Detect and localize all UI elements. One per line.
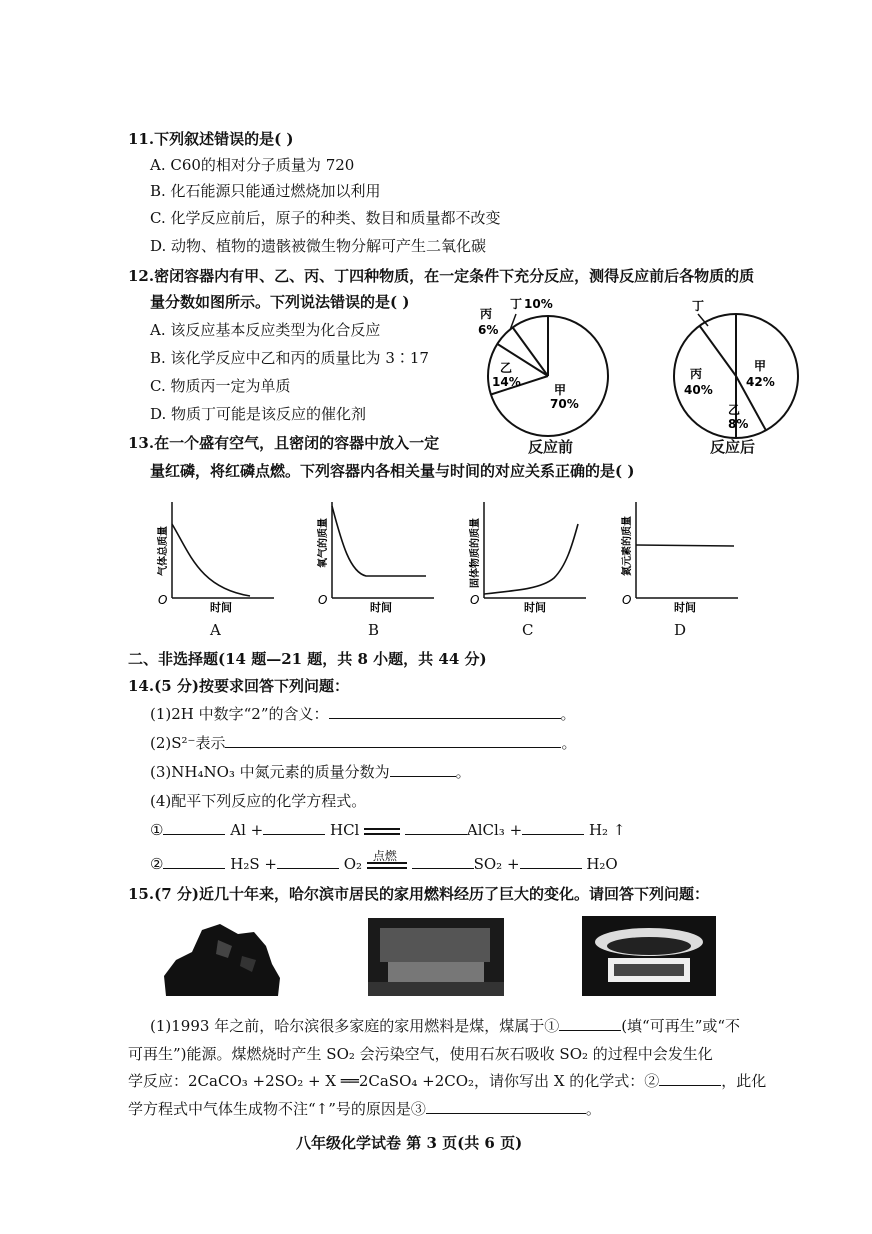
- graph-d-letter: D: [674, 621, 687, 639]
- graph-c-curve: [484, 524, 578, 594]
- q11-option-d: D. 动物、植物的遗骸被微生物分解可产生二氧化碳: [150, 237, 487, 255]
- eq1-hcl: HCl: [329, 821, 360, 839]
- graph-c-letter: C: [522, 621, 534, 639]
- q14-part3-answer-blank[interactable]: [390, 762, 456, 777]
- graph-a-letter: A: [210, 621, 221, 639]
- eq1-blank-2[interactable]: [263, 820, 325, 835]
- q12-option-b: B. 该化学反应中乙和丙的质量比为 3∶17: [150, 349, 429, 367]
- q14-equation-2: [150, 848, 618, 874]
- pie-after-divider-4: [700, 326, 736, 376]
- q15-line1-end: (填“可再生”或“不: [621, 1017, 741, 1035]
- q15-answer-blank-1[interactable]: [559, 1016, 621, 1031]
- eq2-arrow-condition: [367, 848, 407, 869]
- graph-a-curve: [172, 524, 250, 596]
- eq1-blank-3[interactable]: [405, 820, 467, 835]
- pie-chart-after: [660, 290, 820, 460]
- pie-before-divider-4: [513, 328, 548, 377]
- pie-after-jia-name: 甲: [754, 359, 767, 373]
- section-2-heading: 二、非选择题(14 题—21 题，共 8 小题，共 44 分): [128, 650, 487, 668]
- pie-before-caption: 反应前: [528, 438, 574, 456]
- q14-equation-1: [150, 820, 625, 840]
- pie-before-jia-pct: 70%: [550, 397, 579, 411]
- graph-a: [150, 492, 280, 617]
- graph-a-origin: O: [158, 593, 168, 607]
- pie-before-yi-name: 乙: [500, 361, 513, 375]
- eq2-blank-4[interactable]: [520, 854, 582, 869]
- graph-d-xlabel: 时间: [674, 601, 696, 614]
- pie-after-ding-name: 丁: [692, 299, 705, 313]
- graph-d: [614, 492, 744, 617]
- q14-part1-end: 。: [560, 705, 576, 723]
- graph-d-origin: O: [622, 593, 632, 607]
- q15-stem: 15.(7 分)近几十年来，哈尔滨市居民的家用燃料经历了巨大的变化。请回答下列问题：: [128, 885, 709, 903]
- q15-line4: [128, 1099, 601, 1119]
- coal-photo: [158, 916, 282, 998]
- graph-c: [462, 492, 592, 617]
- graph-b-ylabel: 氧气的质量: [318, 518, 329, 568]
- q11-option-a: A. C60的相对分子质量为 720: [150, 156, 355, 174]
- pie-before-bing-pct: 6%: [478, 323, 499, 337]
- graph-c-xlabel: 时间: [524, 601, 546, 614]
- eq2-blank-1[interactable]: [163, 854, 225, 869]
- q13-stem-line1: 13.在一个盛有空气，且密闭的容器中放入一定: [128, 434, 440, 452]
- q14-part2: [150, 733, 576, 753]
- eq1-alcl3: AlCl₃ +: [466, 821, 523, 839]
- graph-a-ylabel: 气体总质量: [158, 526, 169, 576]
- eq2-o2: O₂: [343, 855, 363, 873]
- gas-tank-photo: [368, 918, 504, 996]
- q14-part3: [150, 762, 471, 782]
- eq2-blank-2[interactable]: [277, 854, 339, 869]
- gas-stove-flame-photo: [582, 916, 716, 996]
- q15-line3-end: ，此化: [721, 1072, 767, 1090]
- q14-part3-end: 。: [455, 763, 471, 781]
- graph-d-curve: [636, 545, 734, 546]
- graph-d-ylabel: 氮元素的质量: [622, 516, 633, 576]
- eq2-h2s: H₂S +: [230, 855, 277, 873]
- eq1-blank-4[interactable]: [522, 820, 584, 835]
- graph-b-curve: [332, 506, 426, 576]
- eq1-al: Al +: [230, 821, 264, 839]
- pie-before-ding-name: 丁: [510, 297, 523, 311]
- pie-after-jia-pct: 42%: [746, 375, 775, 389]
- graph-c-ylabel: 固体物质的质量: [470, 518, 481, 588]
- q11-option-b: B. 化石能源只能通过燃烧加以利用: [150, 182, 381, 200]
- pie-before-ding-pct: 10%: [524, 297, 553, 311]
- eq1-number: ①: [150, 821, 164, 839]
- q11-option-c: C. 化学反应前后，原子的种类、数目和质量都不改变: [150, 209, 501, 227]
- q11-stem: 11.下列叙述错误的是( ): [128, 130, 294, 148]
- q12-option-d: D. 物质丁可能是该反应的催化剂: [150, 405, 367, 423]
- eq2-h2o: H₂O: [586, 855, 618, 873]
- eq2-so2: SO₂ +: [473, 855, 520, 873]
- graph-b-origin: O: [318, 593, 328, 607]
- pie-after-bing-pct: 40%: [684, 383, 713, 397]
- eq2-number: ②: [150, 855, 164, 873]
- q12-option-a: A. 该反应基本反应类型为化合反应: [150, 321, 381, 339]
- page-footer: 八年级化学试卷 第 3 页(共 6 页): [296, 1134, 523, 1152]
- pie-after-yi-name: 乙: [728, 403, 741, 417]
- graph-b-letter: B: [368, 621, 380, 639]
- q15-line4-end: 。: [585, 1100, 601, 1118]
- pie-before-jia-name: 甲: [554, 383, 567, 397]
- q14-part2-answer-blank[interactable]: [225, 733, 561, 748]
- q12-stem-line1: 12.密闭容器内有甲、乙、丙、丁四种物质，在一定条件下充分反应，测得反应前后各物质的质: [128, 267, 755, 285]
- graph-b-xlabel: 时间: [370, 601, 392, 614]
- q15-line3: [128, 1071, 766, 1091]
- eq1-blank-1[interactable]: [163, 820, 225, 835]
- pie-after-yi-pct: 8%: [728, 417, 749, 431]
- q14-part2-text: (2)S²⁻表示: [150, 734, 226, 752]
- pie-before-bing-name: 丙: [480, 307, 493, 321]
- q14-part1-text: (1)2H 中数字“2”的含义：: [150, 705, 329, 723]
- eq1-h2: H₂ ↑: [588, 821, 626, 839]
- q14-part4: (4)配平下列反应的化学方程式。: [150, 792, 367, 810]
- q15-answer-blank-2[interactable]: [659, 1071, 721, 1086]
- graph-c-origin: O: [470, 593, 480, 607]
- q14-part1: [150, 704, 576, 724]
- q15-answer-blank-3[interactable]: [426, 1099, 586, 1114]
- eq1-equals-sign: [364, 828, 400, 835]
- q15-line2: 可再生”)能源。煤燃烧时产生 SO₂ 会污染空气，使用石灰石吸收 SO₂ 的过程中会发生化: [128, 1045, 713, 1063]
- q15-line3-text: 学反应：2CaCO₃ +2SO₂ + X ══2CaSO₄ +2CO₂，请你写出 X 的化学式：②: [128, 1072, 660, 1090]
- pie-chart-before: [470, 290, 630, 460]
- q15-line1-text: (1)1993 年之前，哈尔滨很多家庭的家用燃料是煤，煤属于①: [150, 1017, 560, 1035]
- q14-part1-answer-blank[interactable]: [329, 704, 561, 719]
- q14-part2-end: 。: [561, 734, 577, 752]
- pie-before-yi-pct: 14%: [492, 375, 521, 389]
- q13-stem-line2: 量红磷，将红磷点燃。下列容器内各相关量与时间的对应关系正确的是( ): [150, 462, 635, 480]
- graph-b: [310, 492, 440, 617]
- q14-part3-text: (3)NH₄NO₃ 中氮元素的质量分数为: [150, 763, 390, 781]
- eq2-blank-3[interactable]: [412, 854, 474, 869]
- graph-a-xlabel: 时间: [210, 601, 232, 614]
- pie-after-bing-name: 丙: [690, 367, 703, 381]
- q12-stem-line2: 量分数如图所示。下列说法错误的是( ): [150, 293, 410, 311]
- pie-after-caption: 反应后: [710, 438, 756, 456]
- q15-line1: [150, 1016, 740, 1036]
- q12-option-c: C. 物质丙一定为单质: [150, 377, 291, 395]
- eq2-condition-text: 点燃: [372, 848, 397, 863]
- q15-line4-text: 学方程式中气体生成物不注“↑”号的原因是③: [128, 1100, 426, 1118]
- q14-stem: 14.(5 分)按要求回答下列问题：: [128, 677, 349, 695]
